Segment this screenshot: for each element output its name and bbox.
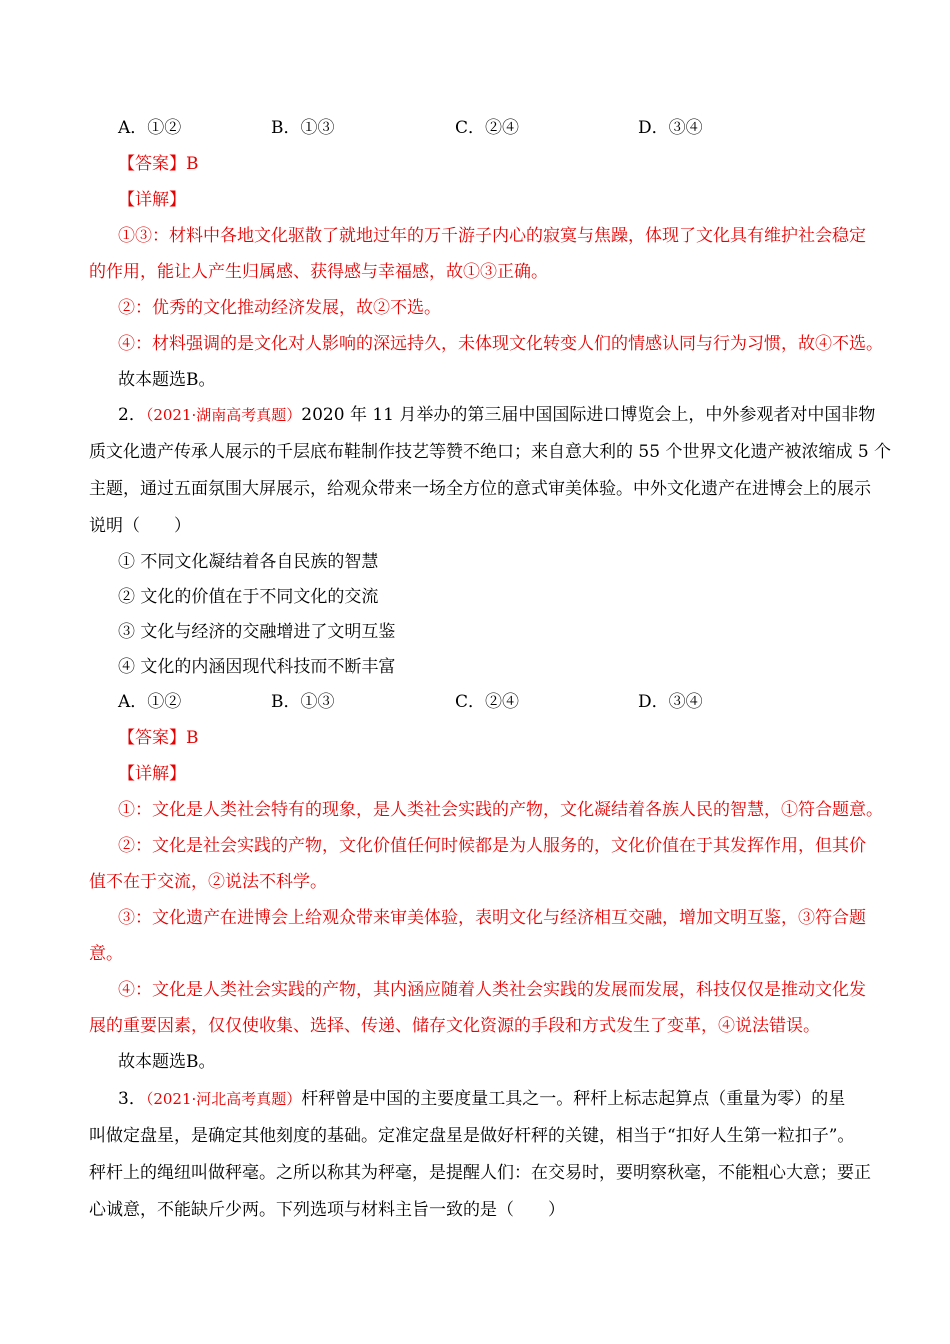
- q3-stem-text: 杆秤曾是中国的主要度量工具之一。秤杆上标志起算点（重量为零）的星: [301, 1089, 846, 1109]
- q2-statement: ① 不同文化凝结着各自民族的智慧: [118, 552, 379, 572]
- q2-source: （2021·湖南高考真题）: [145, 406, 302, 424]
- q2-detail-label: 【详解】: [118, 764, 186, 784]
- q2-option-c: C．②④: [455, 692, 520, 712]
- q1-explanation-line: ④：材料强调的是文化对人影响的深远持久，未体现文化转变人们的情感认同与行为习惯，故④不选。: [118, 334, 883, 354]
- q1-option-c: C．②④: [455, 118, 520, 138]
- q2-stem-line: 质文化遗产传承人展示的千层底布鞋制作技艺等赞不绝口；来自意大利的 55 个世界文化遗产被浓缩成 5 个: [89, 442, 892, 462]
- q1-conclusion: 故本题选B。: [118, 370, 216, 390]
- q2-explanation-line: 展的重要因素，仅仅使收集、选择、传递、储存文化资源的手段和方式发生了变革，④说法错误。: [89, 1016, 820, 1036]
- q3-stem-line: 叫做定盘星，是确定其他刻度的基础。定准定盘星是做好杆秤的关键，相当于“扣好人生第一粒扣子”。: [89, 1126, 855, 1146]
- q2-stem-first-line: [118, 403, 875, 427]
- q2-answer: 【答案】B: [118, 728, 199, 748]
- q1-answer: 【答案】B: [118, 154, 199, 174]
- q3-stem-line: 秤杆上的绳纽叫做秤毫。之所以称其为秤毫，是提醒人们：在交易时，要明察秋毫，不能粗心大意；要正: [89, 1163, 871, 1183]
- q2-option-b: B．①③: [271, 692, 335, 712]
- q1-option-d: D．③④: [638, 118, 703, 138]
- q3-number: 3．: [118, 1089, 146, 1109]
- q3-stem-line: 心诚意，不能缺斤少两。下列选项与材料主旨一致的是（ ）: [89, 1200, 565, 1220]
- q2-stem-line: 主题，通过五面氛围大屏展示，给观众带来一场全方位的意式审美体验。中外文化遗产在进博会上的展示: [89, 479, 871, 499]
- q2-stem-text: 2020 年 11 月举办的第三届中国国际进口博览会上，中外参观者对中国非物: [301, 405, 876, 425]
- q2-statement: ② 文化的价值在于不同文化的交流: [118, 587, 379, 607]
- q1-explanation-line: ②：优秀的文化推动经济发展，故②不选。: [118, 298, 441, 318]
- q2-explanation-line: 值不在于交流，②说法不科学。: [89, 872, 327, 892]
- q1-explanation-line: 的作用，能让人产生归属感、获得感与幸福感，故①③正确。: [89, 262, 548, 282]
- q3-stem-first-line: [118, 1087, 845, 1111]
- q2-explanation-line: ④：文化是人类社会实践的产物，其内涵应随着人类社会实践的发展而发展，科技仅仅是推动文化发: [118, 980, 866, 1000]
- q2-number: 2．: [118, 405, 146, 425]
- q2-option-a: A．①②: [118, 692, 182, 712]
- q2-statement: ④ 文化的内涵因现代科技而不断丰富: [118, 657, 396, 677]
- q2-explanation-line: ②：文化是社会实践的产物，文化价值任何时候都是为人服务的，文化价值在于其发挥作用，但其价: [118, 836, 866, 856]
- q1-detail-label: 【详解】: [118, 190, 186, 210]
- q2-explanation-line: ①：文化是人类社会特有的现象，是人类社会实践的产物，文化凝结着各族人民的智慧，①符合题意。: [118, 800, 883, 820]
- q3-source: （2021·河北高考真题）: [145, 1090, 302, 1108]
- q2-conclusion: 故本题选B。: [118, 1052, 216, 1072]
- q2-statement: ③ 文化与经济的交融增进了文明互鉴: [118, 622, 396, 642]
- q2-explanation-line: ③：文化遗产在进博会上给观众带来审美体验，表明文化与经济相互交融，增加文明互鉴，③符合题: [118, 908, 866, 928]
- q2-explanation-line: 意。: [89, 944, 123, 964]
- q1-explanation-line: ①③：材料中各地文化驱散了就地过年的万千游子内心的寂寞与焦躁，体现了文化具有维护社会稳定: [118, 226, 866, 246]
- q2-stem-line: 说明（ ）: [89, 516, 191, 536]
- q2-option-d: D．③④: [638, 692, 703, 712]
- q1-option-b: B．①③: [271, 118, 335, 138]
- q1-option-a: A．①②: [118, 118, 182, 138]
